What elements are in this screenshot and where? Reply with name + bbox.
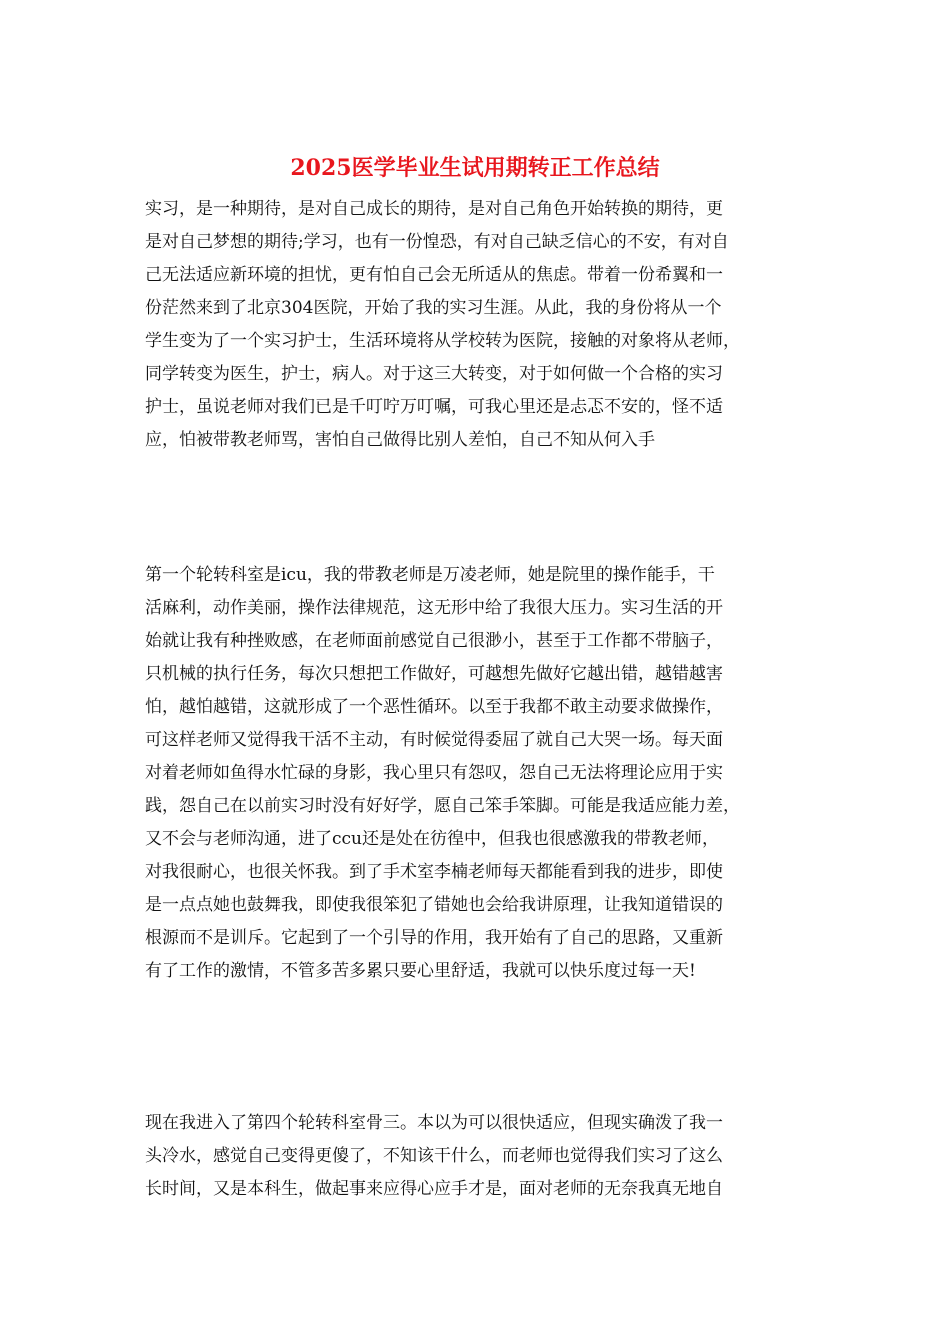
paragraph-line: 份茫然来到了北京304医院，开始了我的实习生涯。从此，我的身份将从一个 — [145, 298, 722, 318]
paragraph-line: 根源而不是训斥。它起到了一个引导的作用，我开始有了自己的思路，又重新 — [145, 928, 723, 948]
paragraph-line: 现在我进入了第四个轮转科室骨三。本以为可以很快适应，但现实确泼了我一 — [145, 1113, 723, 1133]
paragraph-line: 长时间，又是本科生，做起事来应得心应手才是，面对老师的无奈我真无地自 — [145, 1179, 723, 1199]
paragraph-line: 己无法适应新环境的担忧，更有怕自己会无所适从的焦虑。带着一份希翼和一 — [145, 265, 723, 285]
paragraph-line: 是对自己梦想的期待;学习，也有一份惶恐，有对自己缺乏信心的不安，有对自 — [145, 232, 729, 252]
paragraph-line: 护士，虽说老师对我们已是千叮咛万叮嘱，可我心里还是忐忑不安的，怪不适 — [145, 397, 723, 417]
paragraph-line: 应，怕被带教老师骂，害怕自己做得比别人差怕，自己不知从何入手 — [145, 430, 655, 450]
paragraph-2 — [145, 559, 807, 988]
paragraph-1 — [145, 193, 807, 457]
paragraph-line: 可这样老师又觉得我干活不主动，有时候觉得委屈了就自己大哭一场。每天面 — [145, 730, 723, 750]
paragraph-line: 活麻利，动作美丽，操作法律规范，这无形中给了我很大压力。实习生活的开 — [145, 598, 723, 618]
paragraph-line: 对我很耐心，也很关怀我。到了手术室李楠老师每天都能看到我的进步，即使 — [145, 862, 723, 882]
paragraph-line: 又不会与老师沟通，进了ccu还是处在彷徨中，但我也很感激我的带教老师， — [145, 829, 719, 849]
paragraph-line: 践，怨自己在以前实习时没有好好学，愿自己笨手笨脚。可能是我适应能力差， — [145, 796, 740, 816]
paragraph-line: 怕，越怕越错，这就形成了一个恶性循环。以至于我都不敢主动要求做操作， — [145, 697, 723, 717]
paragraph-line: 有了工作的激情，不管多苦多累只要心里舒适，我就可以快乐度过每一天! — [145, 961, 696, 981]
paragraph-line: 始就让我有种挫败感，在老师面前感觉自己很渺小，甚至于工作都不带脑子， — [145, 631, 723, 651]
paragraph-line: 同学转变为医生，护士，病人。对于这三大转变，对于如何做一个合格的实习 — [145, 364, 723, 384]
paragraph-line: 第一个轮转科室是icu，我的带教老师是万凌老师，她是院里的操作能手，干 — [145, 565, 715, 585]
paragraph-line: 实习，是一种期待，是对自己成长的期待，是对自己角色开始转换的期待，更 — [145, 199, 723, 219]
paragraph-line: 学生变为了一个实习护士，生活环境将从学校转为医院，接触的对象将从老师， — [145, 331, 740, 351]
paragraph-line: 头冷水，感觉自己变得更傻了，不知该干什么，而老师也觉得我们实习了这么 — [145, 1146, 723, 1166]
paragraph-3 — [145, 1107, 807, 1206]
paragraph-line: 对着老师如鱼得水忙碌的身影，我心里只有怨叹，怨自己无法将理论应用于实 — [145, 763, 723, 783]
paragraph-line: 只机械的执行任务，每次只想把工作做好，可越想先做好它越出错，越错越害 — [145, 664, 723, 684]
document-title: 2025医学毕业生试用期转正工作总结 — [290, 155, 660, 181]
paragraph-line: 是一点点她也鼓舞我，即使我很笨犯了错她也会给我讲原理，让我知道错误的 — [145, 895, 723, 915]
